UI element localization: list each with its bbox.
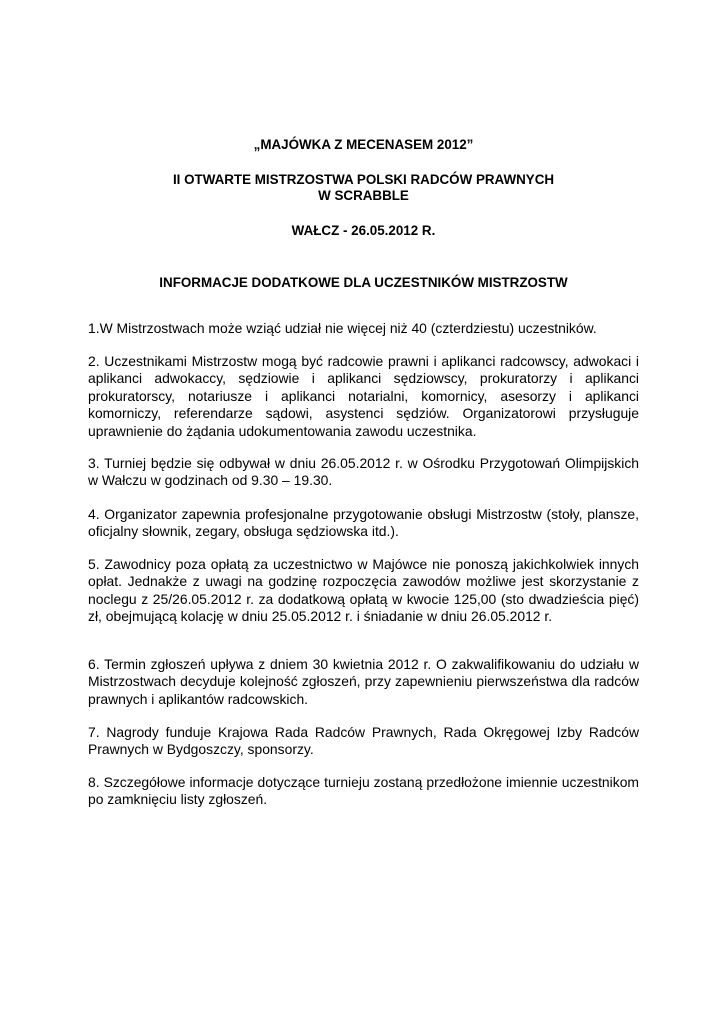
section-title: INFORMACJE DODATKOWE DLA UCZESTNIKÓW MISTRZOSTW [159, 275, 568, 290]
place-date: WAŁCZ - 26.05.2012 R. [291, 223, 436, 238]
item-7: 7. Nagrody funduje Krajowa Rada Radców Prawnych, Rada Okręgowej Izby Radców Prawnych w Bydgoszczy, sponsorzy. [88, 724, 639, 758]
item-1: 1.W Mistrzostwach może wziąć udział nie więcej niż 40 (czterdziestu) uczestników. [88, 320, 597, 336]
item-3: 3. Turniej będzie się odbywał w dniu 26.05.2012 r. w Ośrodku Przygotowań Olimpijskich w Wałczu w godzinach od 9.30 – 19.30. [88, 455, 639, 489]
item-6: 6. Termin zgłoszeń upływa z dniem 30 kwietnia 2012 r. O zakwalifikowaniu do udziału w Mistrzostwach decyduje kolejność zgłoszeń, przy zapewnieniu pierwszeństwa dla radców prawnych i aplikantów radcowskich. [88, 656, 639, 707]
event-title: „MAJÓWKA Z MECENASEM 2012” [253, 137, 474, 152]
championship-title-line1: II OTWARTE MISTRZOSTWA POLSKI RADCÓW PRAWNYCH [172, 172, 555, 187]
item-2: 2. Uczestnikami Mistrzostw mogą być radcowie prawni i aplikanci radcowscy, adwokaci i aplikanci adwokaccy, sędziowie i aplikanci sędziowscy, prokuratorzy i aplikanci prokuratorscy, notariusze i aplikanci notarialni, komornicy, asesorzy i aplikanci komorniczy, referendarze sądowi, asystenci sędziów. Organizatorowi przysługuje uprawnienie do żądania udokumentowania zawodu uczestnika. [88, 353, 639, 439]
item-5: 5. Zawodnicy poza opłatą za uczestnictwo w Majówce nie ponoszą jakichkolwiek innych opłat. Jednakże z uwagi na godzinę rozpoczęcia zawodów możliwe jest skorzystanie z noclegu z 25/26.05.2012 r. za dodatkową opłatą w kwocie 125,00 (sto dwadzieścia pięć) zł, obejmującą kolację w dniu 25.05.2012 r. i śniadanie w dniu 26.05.2012 r. [88, 556, 639, 625]
item-8: 8. Szczegółowe informacje dotyczące turnieju zostaną przedłożone imiennie uczestnikom po zamknięciu listy zgłoszeń. [88, 774, 639, 808]
championship-title-line2: W SCRABBLE [318, 188, 409, 203]
item-4: 4. Organizator zapewnia profesjonalne przygotowanie obsługi Mistrzostw (stoły, plansze, oficjalny słownik, zegary, obsługa sędziowska itd.). [88, 506, 639, 540]
